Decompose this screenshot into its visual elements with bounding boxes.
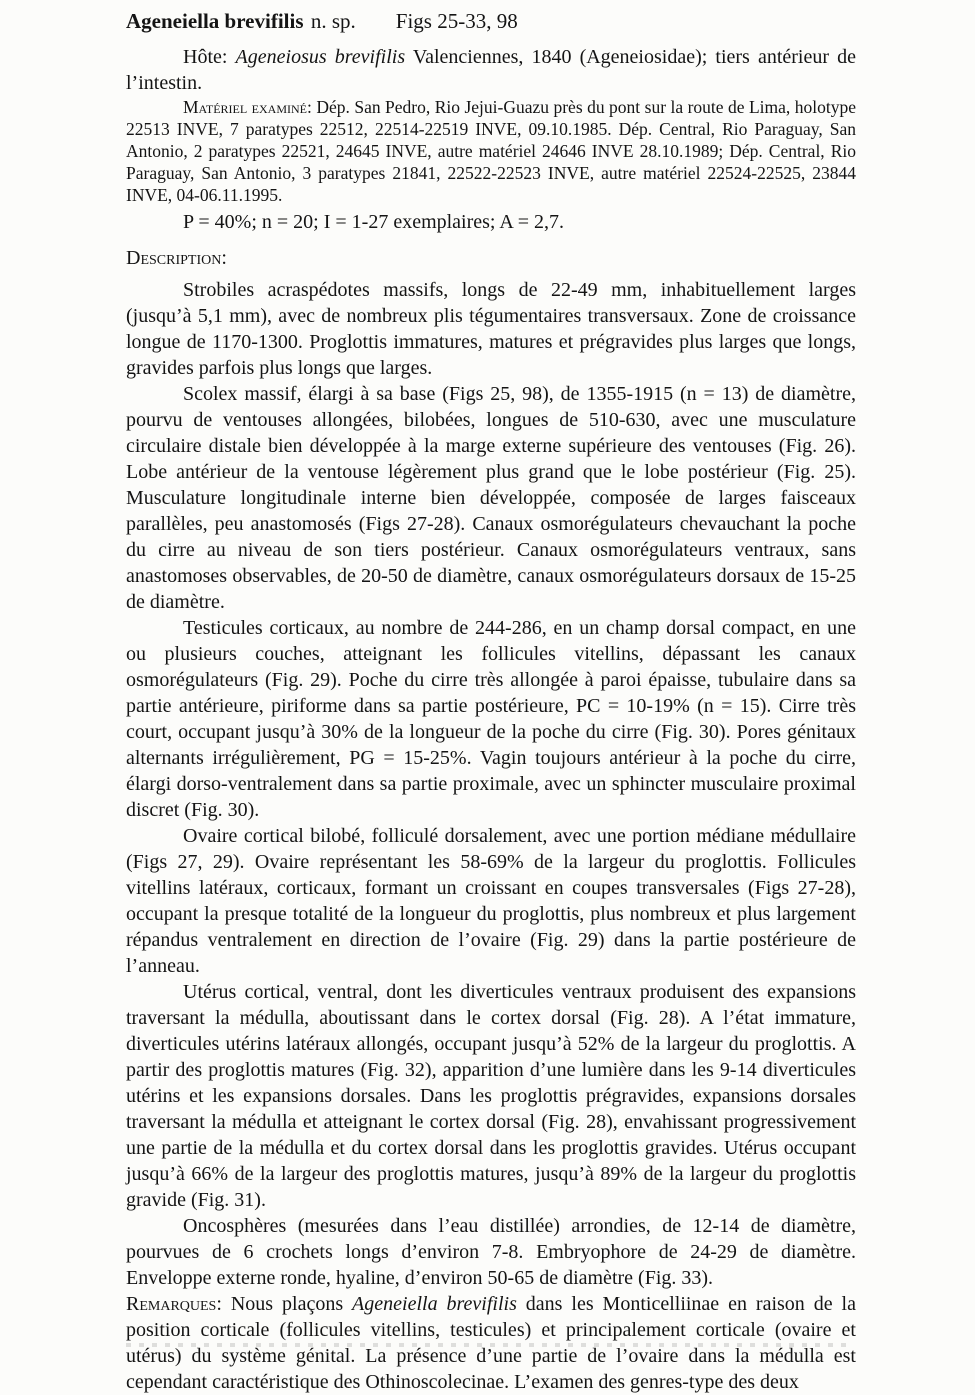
- text-segment: Ovaire cortical bilobé, folliculé dorsalement, avec une portion médiane médullaire (Figs 27, 29). Ovaire représentant les 58-69% de la largeur du proglottis. Follicules vitellins latéraux, corticaux, formant un croissant en coupes transversales (Figs 27-28), occupant la presque totalité de la longueur du proglottis, plus nombreux et plus largement répandus ventralement en direction de l’ovaire (Fig. 29) dans la partie postérieure de l’anneau.: [126, 825, 856, 977]
- text-segment: dans les Monticelliinae en raison de la position corticale (follicules vitellins, testicules) et principalement corticale (ovaire et utérus) du système génital. La présence d’une partie de l’ovaire dans la médulla est cependant caractéristique des Othinoscolecinae. L’examen des genres-type des deux: [126, 1293, 856, 1393]
- text-segment: Oncosphères (mesurées dans l’eau distillée) arrondies, de 12-14 de diamètre, pourvues de 6 crochets longs d’environ 7-8. Embryophore de 24-29 de diamètre. Enveloppe externe ronde, hyaline, d’environ 50-65 de diamètre (Fig. 33).: [126, 1215, 856, 1289]
- species-rank: n. sp.: [310, 9, 356, 33]
- text-segment: P = 40%; n = 20; I = 1-27 exemplaires; A = 2,7.: [183, 211, 565, 233]
- text-segment: Testicules corticaux, au nombre de 244-286, en un champ dorsal compact, en une ou plusieurs couches, atteignant les follicules vitellins, dépassant les canaux osmorégulateurs (Fig. 29). Poche du cirre très allongée à paroi épaisse, tubulaire dans sa partie antérieure, piriforme dans sa partie postérieure, PC = 10-19% (n = 15). Cirre très court, occupant jusqu’à 30% de la longueur de la poche du cirre (Fig. 30). Pores génitaux alternants irrégulièrement, PG = 15-25%. Vagin toujours antérieur à la poche du cirre, élargi dorso-ventralement dans sa partie proximale, avec un sphincter musculaire proximal discret (Fig. 30).: [126, 617, 856, 821]
- text-segment: : Dép. San Pedro, Rio Jejui-Guazu près du pont sur la route de Lima, holotype 22513 INVE, 7 paratypes 22512, 22514-22519 INVE, 09.10.1985. Dép. Central, Rio Paraguay, San Antonio, 2 paratypes 22521, 24645 INVE, autre matériel 24646 INVE 28.10.1989; Dép. Central, Rio Paraguay, San Antonio, 3 paratypes 21841, 22522-22523 INVE, autre matériel 22524-22525, 23844 INVE, 04-06.11.1995.: [126, 97, 856, 205]
- description-oncosphere-paragraph: [126, 1213, 856, 1291]
- description-label: [126, 245, 856, 271]
- stats-line: [126, 209, 856, 235]
- text-segment: Utérus cortical, ventral, dont les diverticules ventraux produisent des expansions traversant la médulla, aboutissant dans le cortex dorsal (Fig. 28). A l’état immature, diverticules utérins latéraux allongés, occupant jusqu’à 52% de la largeur du proglottis. A partir des proglottis matures (Fig. 32), apparition d’une lumière dans les 9-14 diverticules utérins et les expansions dorsales. Dans les proglottis prégravides, expansions dorsales traversant la médulla et atteignant le cortex dorsal (Fig. 28), envahissant progressivement une partie de la médulla et du cortex dorsal dans les proglottis gravides. Utérus occupant jusqu’à 66% de la largeur des proglottis matures, jusqu’à 89% de la largeur du proglottis gravide (Fig. 31).: [126, 981, 856, 1211]
- italic-taxon-name: Ageneiosus brevifilis: [235, 46, 406, 68]
- host-paragraph: [126, 44, 856, 96]
- smallcaps-label: Description: [126, 247, 222, 269]
- description-scolex-paragraph: [126, 381, 856, 615]
- text-segment: Scolex massif, élargi à sa base (Figs 25, 98), de 1355-1915 (n = 13) de diamètre, pourvu de ventouses allongées, bilobées, longues de 510-630, avec une musculature circulaire distale bien développée à la marge externe supérieure des ventouses (Fig. 26). Lobe antérieur de la ventouse légèrement plus grand que le lobe postérieur (Fig. 25). Musculature longitudinale interne bien développée, composée de larges faisceaux parallèles, peu anastomosés (Figs 27-28). Canaux osmorégulateurs chevauchant la poche du cirre au niveau de son tiers postérieur. Canaux osmorégulateurs ventraux, sans anastomoses observables, de 20-50 de diamètre, canaux osmorégulateurs dorsaux de 15-25 de diamètre.: [126, 383, 856, 613]
- species-heading: [126, 8, 856, 34]
- text-segment: : Nous plaçons: [216, 1293, 353, 1315]
- document-page: [126, 8, 856, 1395]
- smallcaps-label: Remarques: [126, 1293, 217, 1315]
- figure-references: Figs 25-33, 98: [395, 9, 518, 33]
- smallcaps-label: Matériel examiné: [183, 97, 308, 117]
- text-segment: Strobiles acraspédotes massifs, longs de 22-49 mm, inhabituellement larges (jusqu’à 5,1 mm), avec de nombreux plis tégumentaires transversaux. Zone de croissance longue de 1170-1300. Proglottis immatures, matures et prégravides plus larges que longs, gravides parfois plus longs que larges.: [126, 279, 856, 379]
- text-segment: Hôte:: [183, 46, 236, 68]
- page-cutoff-artifact: [126, 1343, 850, 1347]
- description-strobila-paragraph: [126, 277, 856, 381]
- description-uterus-paragraph: [126, 979, 856, 1213]
- description-testes-paragraph: [126, 615, 856, 823]
- material-examined-paragraph: [126, 96, 856, 206]
- species-name: Ageneiella brevifilis: [126, 9, 304, 33]
- text-body: [126, 44, 856, 1395]
- description-ovary-paragraph: [126, 823, 856, 979]
- text-segment: Valenciennes, 1840 (Ageneiosidae); tiers antérieur de l’intestin.: [126, 46, 856, 94]
- italic-taxon-name: Ageneiella brevifilis: [352, 1293, 517, 1315]
- text-segment: :: [221, 247, 227, 269]
